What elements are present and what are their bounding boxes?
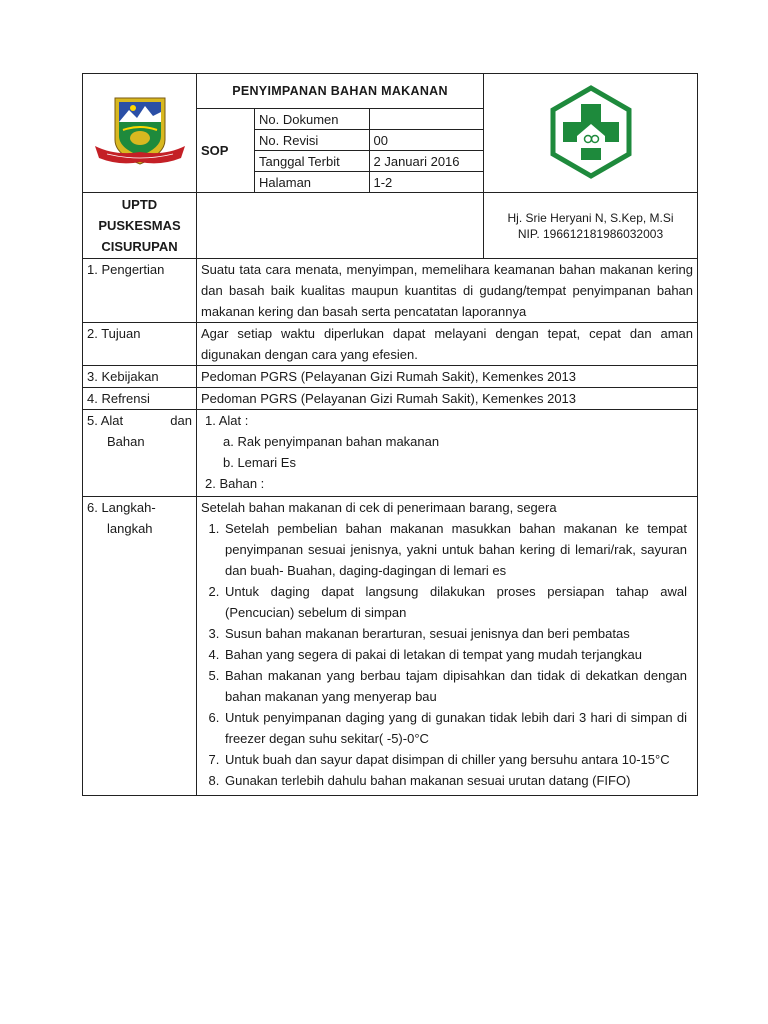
garut-regency-emblem-icon	[91, 92, 189, 172]
signatory-nip: NIP. 196612181986032003	[517, 226, 664, 241]
document-title: PENYIMPANAN BAHAN MAKANAN	[197, 74, 484, 109]
section-label-langkah	[83, 497, 197, 796]
meta-value: 1-2	[369, 172, 483, 193]
meta-label: No. Dokumen	[255, 109, 369, 130]
list-item: b. Lemari Es	[223, 455, 296, 470]
section-label-kebijakan: 3. Kebijakan	[83, 366, 197, 388]
section-label-pengertian: 1. Pengertian	[83, 259, 197, 323]
meta-label: Tanggal Terbit	[255, 151, 369, 172]
sop-document-table	[82, 73, 698, 796]
signatory	[484, 193, 698, 259]
sop-label: SOP	[197, 109, 255, 193]
list-item: 1. Alat :	[205, 413, 249, 428]
list-item: 3. Susun bahan makanan berarturan, sesuai jenisnya dan beri pembatas	[223, 623, 687, 644]
section-label-tujuan: 2. Tujuan	[83, 323, 197, 366]
puskesmas-cross-house-icon	[543, 84, 639, 180]
section-body-kebijakan: Pedoman PGRS (Pelayanan Gizi Rumah Sakit), Kemenkes 2013	[197, 366, 698, 388]
label-part: langkah	[107, 521, 153, 536]
label-part: Bahan	[107, 434, 145, 449]
left-logo-cell	[83, 74, 197, 193]
section-body-tujuan: Agar setiap waktu diperlukan dapat melayani dengan tepat, cepat dan aman digunakan dengan cara yang efesien.	[197, 323, 698, 366]
meta-value: 2 Januari 2016	[369, 151, 483, 172]
section-body-langkah	[197, 497, 698, 796]
steps-list	[201, 518, 687, 791]
org-line: UPTD	[121, 197, 158, 212]
list-item: 6. Untuk penyimpanan daging yang di gunakan tidak lebih dari 3 hari di simpan di freezer degan suhu sekitar( -5)-0°C	[223, 707, 687, 749]
document-meta-table	[255, 109, 483, 192]
meta-value: 00	[369, 130, 483, 151]
list-item: 4. Bahan yang segera di pakai di letakan di tempat yang mudah terjangkau	[223, 644, 687, 665]
meta-row	[255, 172, 483, 193]
section-body-pengertian: Suatu tata cara menata, menyimpan, memelihara keamanan bahan makanan kering dan basah baik kualitas maupun kuantitas di gudang/tempat penyimpanan bahan makanan kering dan basah serta pencatatan laporannya	[197, 259, 698, 323]
meta-label: Halaman	[255, 172, 369, 193]
label-part: 6. Langkah-	[87, 500, 156, 515]
org-line: PUSKESMAS	[98, 218, 181, 233]
meta-row	[255, 130, 483, 151]
right-logo-cell	[484, 74, 698, 193]
meta-row	[255, 151, 483, 172]
list-item: 5. Bahan makanan yang berbau tajam dipisahkan dan tidak di dekatkan dengan bahan makanan yang menyerap bau	[223, 665, 687, 707]
label-part: dan	[170, 413, 192, 428]
meta-row	[255, 109, 483, 130]
list-item: 8. Gunakan terlebih dahulu bahan makanan sesuai urutan datang (FIFO)	[223, 770, 687, 791]
list-item: 1. Setelah pembelian bahan makanan masukkan bahan makanan ke tempat penyimpanan sesuai jenisnya, yakni untuk bahan kering di lemari/rak, sayuran dan buah- Buahan, daging-dagingan di lemari es	[223, 518, 687, 581]
list-item: 2. Bahan :	[205, 476, 265, 491]
section-body-referensi: Pedoman PGRS (Pelayanan Gizi Rumah Sakit), Kemenkes 2013	[197, 388, 698, 410]
section-body-alat-bahan	[197, 410, 698, 497]
document-meta-cell	[255, 109, 484, 193]
label-part: 5. Alat	[87, 413, 124, 428]
list-item: a. Rak penyimpanan bahan makanan	[223, 434, 440, 449]
org-line: CISURUPAN	[101, 239, 178, 254]
organization-name	[83, 193, 197, 259]
signatory-name: Hj. Srie Heryani N, S.Kep, M.Si	[507, 210, 674, 225]
blank-cell	[197, 193, 484, 259]
section-label-referensi: 4. Refrensi	[83, 388, 197, 410]
steps-intro: Setelah bahan makanan di cek di penerimaan barang, segera	[201, 500, 557, 515]
section-label-alat-bahan	[83, 410, 197, 497]
meta-label: No. Revisi	[255, 130, 369, 151]
meta-value	[369, 109, 483, 130]
list-item: 7. Untuk buah dan sayur dapat disimpan di chiller yang bersuhu antara 10-15°C	[223, 749, 687, 770]
list-item: 2. Untuk daging dapat langsung dilakukan proses persiapan tahap awal (Pencucian) sebelum di simpan	[223, 581, 687, 623]
